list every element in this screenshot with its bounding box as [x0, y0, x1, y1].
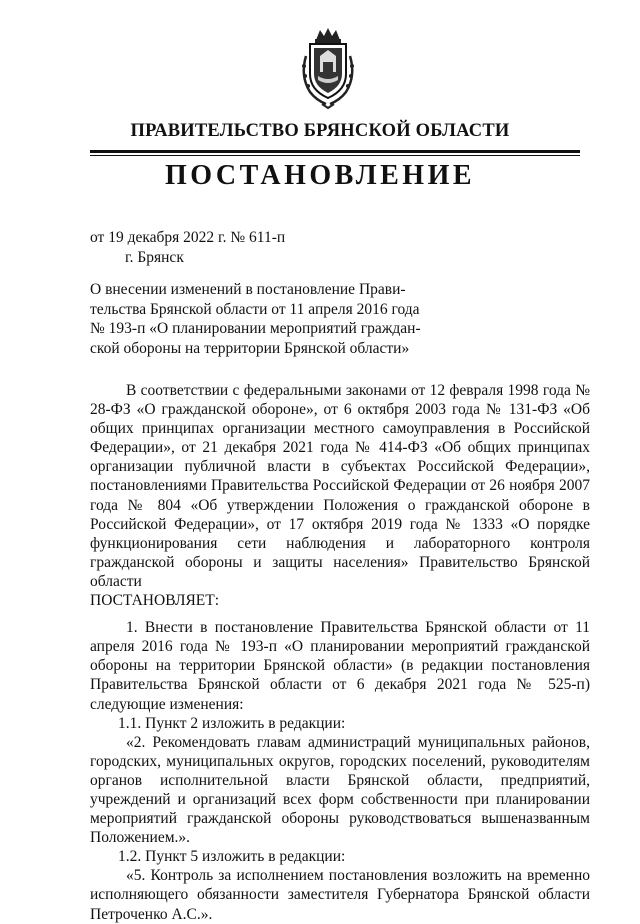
subject-line: тельства Брянской области от 11 апреля 2016 года	[90, 300, 420, 318]
header-rule-thin	[90, 155, 580, 156]
document-city: г. Брянск	[125, 249, 184, 266]
document-subject	[90, 280, 425, 358]
header-rule-thick	[90, 150, 580, 153]
subject-line: ской обороны на территории Брянской области»	[90, 339, 410, 357]
coat-of-arms-icon	[296, 26, 360, 110]
subject-line: № 193-п «О планировании мероприятий граждан-	[90, 320, 421, 337]
subject-line: О внесении изменений в постановление Прави-	[90, 281, 406, 298]
document-date-number: от 19 декабря 2022 г. № 611-п	[90, 229, 286, 246]
decree-word: ПОСТАНОВЛЯЕТ:	[90, 592, 220, 610]
item-1-1-text: «2. Рекомендовать главам администраций муниципальных районов, городских, муниципальных округов, городских поселений, руководителям органов исполнительной власти Брянской области, предприятий, учреждений и организаций всех форм собственности при планировании мероприятий гражданской обороны руководствоваться вышеназванным Положением.».	[90, 733, 590, 847]
preamble-paragraph: В соответствии с федеральными законами от 12 февраля 1998 года № 28-ФЗ «О гражданской обороне», от 6 октября 2003 года № 131-ФЗ «Об общих принципах организации местного самоуправления в Российской Федерации», от 21 декабря 2021 года № 414-ФЗ «Об общих принципах организации публичной власти в субъектах Российской Федерации», постановлениями Правительства Российской Федерации от 26 ноября 2007 года № 804 «Об утверждении Положения о гражданской обороне в Российской Федерации», от 17 октября 2019 года № 1333 «О порядке функционирования сети наблюдения и лабораторного контроля гражданской обороны и защиты населения» Правительство Брянской области	[90, 382, 590, 590]
item-1-2-heading: 1.2. Пункт 5 изложить в редакции:	[118, 848, 346, 866]
item-1-paragraph: 1. Внести в постановление Правительства Брянской области от 11 апреля 2016 года № 193-п «О планировании мероприятий гражданской обороны на территории Брянской области» (в редакции постановления Правительства Брянской области от 6 декабря 2021 года № 525-п) следующие изменения:	[90, 619, 590, 713]
item-1-1-heading: 1.1. Пункт 2 изложить в редакции:	[118, 714, 346, 732]
document-body	[90, 381, 590, 924]
organization-name: ПРАВИТЕЛЬСТВО БРЯНСКОЙ ОБЛАСТИ	[130, 121, 510, 141]
item-1-2-text: «5. Контроль за исполнением постановления возложить на временно исполняющего обязанности заместителя Губернатора Брянской области Петроченко А.С.».	[90, 867, 590, 923]
document-type-title: ПОСТАНОВЛЕНИЕ	[164, 160, 476, 191]
